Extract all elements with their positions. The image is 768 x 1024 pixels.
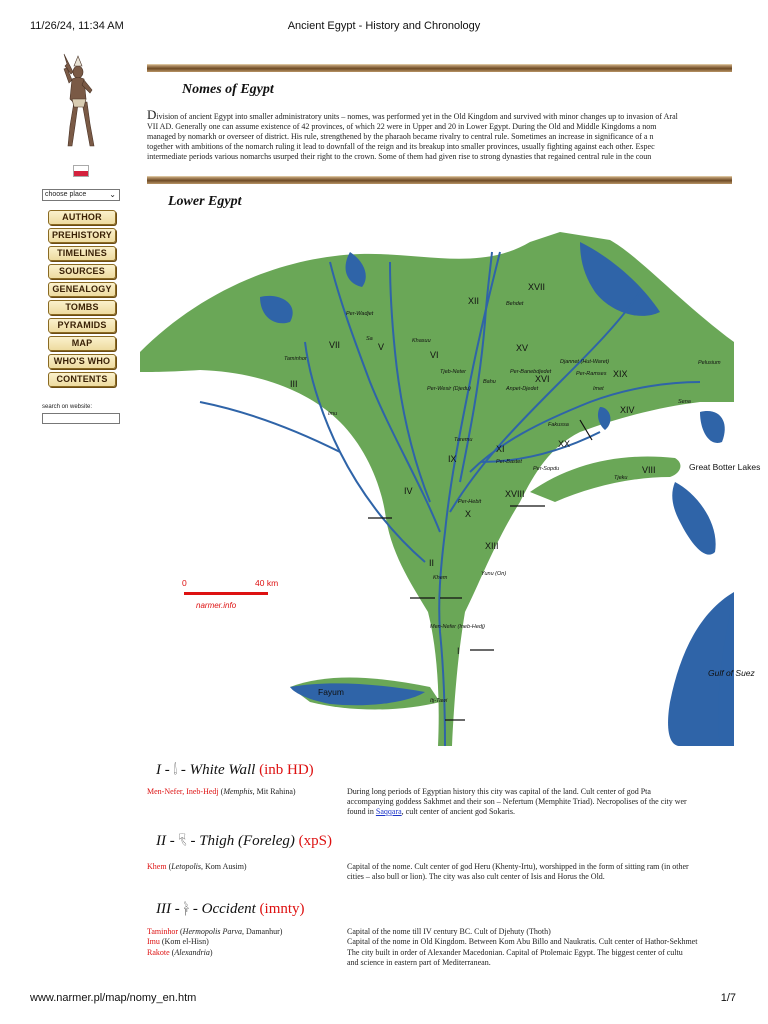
water-label: Great Botter Lakes [689, 462, 761, 472]
map-scale [182, 578, 278, 610]
description-line: and science in eastern part of Mediterranean. [347, 958, 491, 967]
intro-line: together with ambitions of the nomarch ruling it lead to downfall of the reign and its breakup into smaller provinces, usually fighting against each other. Espec [147, 142, 655, 151]
place-label: Per-Bastet [496, 459, 522, 465]
city-name[interactable]: Rakote [147, 948, 170, 957]
menu-sources-button[interactable]: SOURCES [48, 264, 116, 279]
nome-label: XV [516, 343, 529, 353]
lower-egypt-title: Lower Egypt [168, 194, 242, 209]
menu-pyramids-button[interactable]: PYRAMIDS [48, 318, 116, 333]
nome-heading: I - 𓌃 - White Wall (inb HD) [156, 762, 314, 778]
description-line: Capital of the nome in Old Kingdom. Between Kom Abu Billo and Naukratis. Cult center of Hathor-Sekhmet [347, 937, 698, 946]
city-row: Khem (Letopolis, Kom Ausim) [147, 862, 247, 871]
white-wall-hieroglyph-icon: 𓌃 [173, 763, 178, 777]
thigh-hieroglyph-icon: 𓄛 [178, 834, 187, 848]
scale-start: 0 [182, 578, 187, 588]
place-label: Per-Hebit [458, 499, 482, 505]
city-alt-name: Alexandria [174, 948, 210, 957]
place-label: Behdet [506, 301, 524, 307]
place-label: Per-Sopdu [533, 466, 560, 472]
nome-label: XIV [620, 405, 635, 415]
place-label: Per-Ramses [576, 371, 607, 377]
wadi-land [530, 456, 680, 502]
nome-label: X [465, 509, 472, 519]
city-description [347, 937, 735, 947]
city-alt-name: Memphis [223, 787, 253, 796]
city-modern-name: , Mit Rahina) [252, 787, 296, 796]
city-modern-name: , Damanhur) [242, 927, 283, 936]
nome-label: II [429, 558, 435, 568]
map-svg [140, 232, 761, 746]
choose-place-select[interactable] [42, 189, 120, 201]
description-line: Capital of the nome. Cult center of god Heru (Khenty-Irtu), worshipped in the form of sitting ram (in other [347, 862, 689, 871]
place-label: Djannet (Hut-Waret) [560, 359, 610, 365]
menu-genealogy-button[interactable]: GENEALOGY [48, 282, 116, 297]
city-row: Men-Nefer, Ineb-Hedj (Memphis, Mit Rahina) [147, 787, 296, 796]
city-row [147, 937, 337, 947]
place-label: Per-Banebdjedet [510, 369, 552, 375]
nome-heading: II - 𓄛 - Thigh (Foreleg) (xpS) [156, 833, 332, 849]
place-label: Taremu [454, 437, 473, 443]
city-modern-name: (Kom el-Hisn) [161, 937, 209, 946]
print-url: www.narmer.pl/map/nomy_en.htm [30, 992, 197, 1004]
description-text: found in [347, 807, 376, 816]
place-label: Sena [678, 399, 691, 405]
choose-place-label: choose place [45, 191, 87, 198]
print-datetime: 11/26/24, 11:34 AM [30, 20, 124, 32]
intro-line: intermediate periods various nomarchs usurped their right to the crown. Some of them had given rise to strong dynasties that regained central rule in the coun [147, 152, 652, 161]
place-label: Taminhor [284, 356, 307, 362]
nome-label: IV [404, 486, 413, 496]
menu-contents-button[interactable]: CONTENTS [48, 372, 116, 387]
nome-label: XII [468, 296, 480, 306]
place-label: Per-Wadjet [346, 311, 374, 317]
intro-text: ivision of ancient Egypt into smaller administratory units – nomes, was performed yet in the Old Kingdom and survived with minor changes up to invasion of Aral [156, 112, 678, 121]
city-modern-name: ) [209, 948, 213, 957]
intro-line: managed by nomarkh or overseer of district. His rule, strengthened by the pharaoh became rivalry to central rule. Sometimes an increase in significance of a n [147, 132, 654, 141]
place-label: Pelusium [698, 360, 721, 366]
nome-name: Occident [201, 901, 256, 917]
city-name[interactable]: Men-Nefer, Ineb-Hedj [147, 787, 219, 796]
print-page-number: 1/7 [720, 992, 736, 1004]
place-label: Itj-Tawi [430, 698, 448, 704]
lower-egypt-map [140, 232, 761, 746]
description-line: cities – also bull or lion). The city was also cult center of Isis and Horus the Old. [347, 872, 605, 881]
pharaoh-figure-icon [52, 52, 108, 152]
city-row: Taminhor (Hermopolis Parva, Damanhur) [147, 927, 283, 936]
city-name[interactable]: Taminhor [147, 927, 178, 936]
city-alt-name: Letopolis [171, 862, 202, 871]
nome-number: I [156, 762, 161, 778]
menu-whos-who-button[interactable]: WHO'S WHO [48, 354, 116, 369]
intro-paragraph [147, 107, 737, 162]
city-description [347, 862, 735, 882]
decorative-divider [147, 64, 732, 72]
water-label: Gulf of Suez [708, 668, 755, 678]
nome-label: XVII [528, 282, 546, 292]
place-label: Fakussa [548, 422, 569, 428]
search-label: search on website: [42, 404, 93, 410]
nome-label: XI [496, 444, 505, 454]
polish-flag-icon[interactable] [73, 165, 89, 177]
nome-name: Thigh (Foreleg) [199, 833, 295, 849]
description-line: During long periods of Egyptian history this city was capital of the land. Cult center of god Pta [347, 787, 651, 796]
nome-name: White Wall [189, 762, 256, 778]
place-label: Khasuu [412, 338, 431, 344]
city-alt-name: Hermopolis Parva [182, 927, 242, 936]
place-label: Anpet-Djedet [506, 386, 539, 392]
place-label: Tjeb-Neter [440, 369, 466, 375]
nomes-title: Nomes of Egypt [182, 82, 274, 97]
map-credit: narmer.info [196, 601, 237, 610]
nome-transliteration: (inb HD) [259, 762, 314, 778]
city-row: Rakote (Alexandria) [147, 948, 213, 957]
description-line: accompanying goddess Sakhmet and their son – Nefertum (Memphite Triad). Necropolises of the city wer [347, 797, 687, 806]
menu-timelines-button[interactable]: TIMELINES [48, 246, 116, 261]
nome-number: II [156, 833, 166, 849]
intro-line [147, 107, 737, 122]
nome-label: III [290, 379, 298, 389]
description-line: The city built in order of Alexander Macedonian. Capital of Ptolemaic Egypt. The biggest center of cultu [347, 948, 683, 957]
place-label: Yunu (On) [481, 571, 507, 577]
description-line [347, 807, 735, 817]
saqqara-link[interactable]: Saqqara [375, 807, 402, 816]
place-label: Bahu [483, 379, 496, 385]
place-label: Imet [593, 386, 604, 392]
place-label: Khem [433, 575, 448, 581]
city-description [347, 927, 735, 937]
drop-cap: D [147, 107, 157, 122]
menu-tombs-button[interactable]: TOMBS [48, 300, 116, 315]
description-line: Capital of the nome till IV century BC. Cult of Djehuty (Thoth) [347, 927, 551, 936]
occident-hieroglyph-icon: 𓋀 [183, 902, 190, 916]
nome-label: XIX [613, 369, 628, 379]
nome-label: XIII [485, 541, 499, 551]
nome-label: IX [448, 454, 457, 464]
scale-end: 40 km [255, 578, 279, 588]
nome-heading: III - 𓋀 - Occident (imnty) [156, 901, 305, 917]
nome-label: VI [430, 350, 439, 360]
main-menu [48, 210, 118, 390]
city-modern-name: , Kom Ausim) [201, 862, 247, 871]
place-label: Men-Nefer (Ineb-Hedj) [430, 624, 486, 630]
city-name[interactable]: Imu [147, 937, 160, 946]
nome-number: III [156, 901, 171, 917]
city-name[interactable]: Khem [147, 862, 167, 871]
nome-transliteration: (xpS) [298, 833, 332, 849]
menu-prehistory-button[interactable]: PREHISTORY [48, 228, 116, 243]
place-label: Per-Wesir (Djedu) [427, 386, 471, 392]
place-label: Sa [366, 336, 373, 342]
nome-label: XVIII [505, 489, 525, 499]
print-header [0, 20, 768, 34]
chevron-down-icon: ⌄ [109, 190, 116, 199]
city-description [347, 948, 735, 968]
place-label: Tjeku [614, 475, 628, 481]
description-text: , cult center of ancient god Sokaris. [401, 807, 515, 816]
search-input[interactable] [42, 413, 120, 424]
decorative-divider [147, 176, 732, 184]
nome-label: I [457, 646, 460, 656]
nome-transliteration: (imnty) [259, 901, 305, 917]
nome-label: VII [329, 340, 341, 350]
water-label: Fayum [318, 687, 344, 697]
print-title: Ancient Egypt - History and Chronology [287, 20, 481, 32]
nome-label: V [378, 342, 385, 352]
place-label: Imu [328, 411, 338, 417]
nome-label: XVI [535, 374, 550, 384]
nome-label: XX [558, 439, 571, 449]
menu-map-button[interactable]: MAP [48, 336, 116, 351]
city-description [347, 787, 735, 817]
nome-label: VIII [642, 465, 656, 475]
intro-line: VII AD. Generally one can assume existence of 42 provinces, of which 22 were in Upper and 20 in Lower Egypt. During the Old and Middle Kingdoms a nom [147, 122, 657, 131]
menu-author-button[interactable]: AUTHOR [48, 210, 116, 225]
scale-bar [184, 592, 268, 595]
